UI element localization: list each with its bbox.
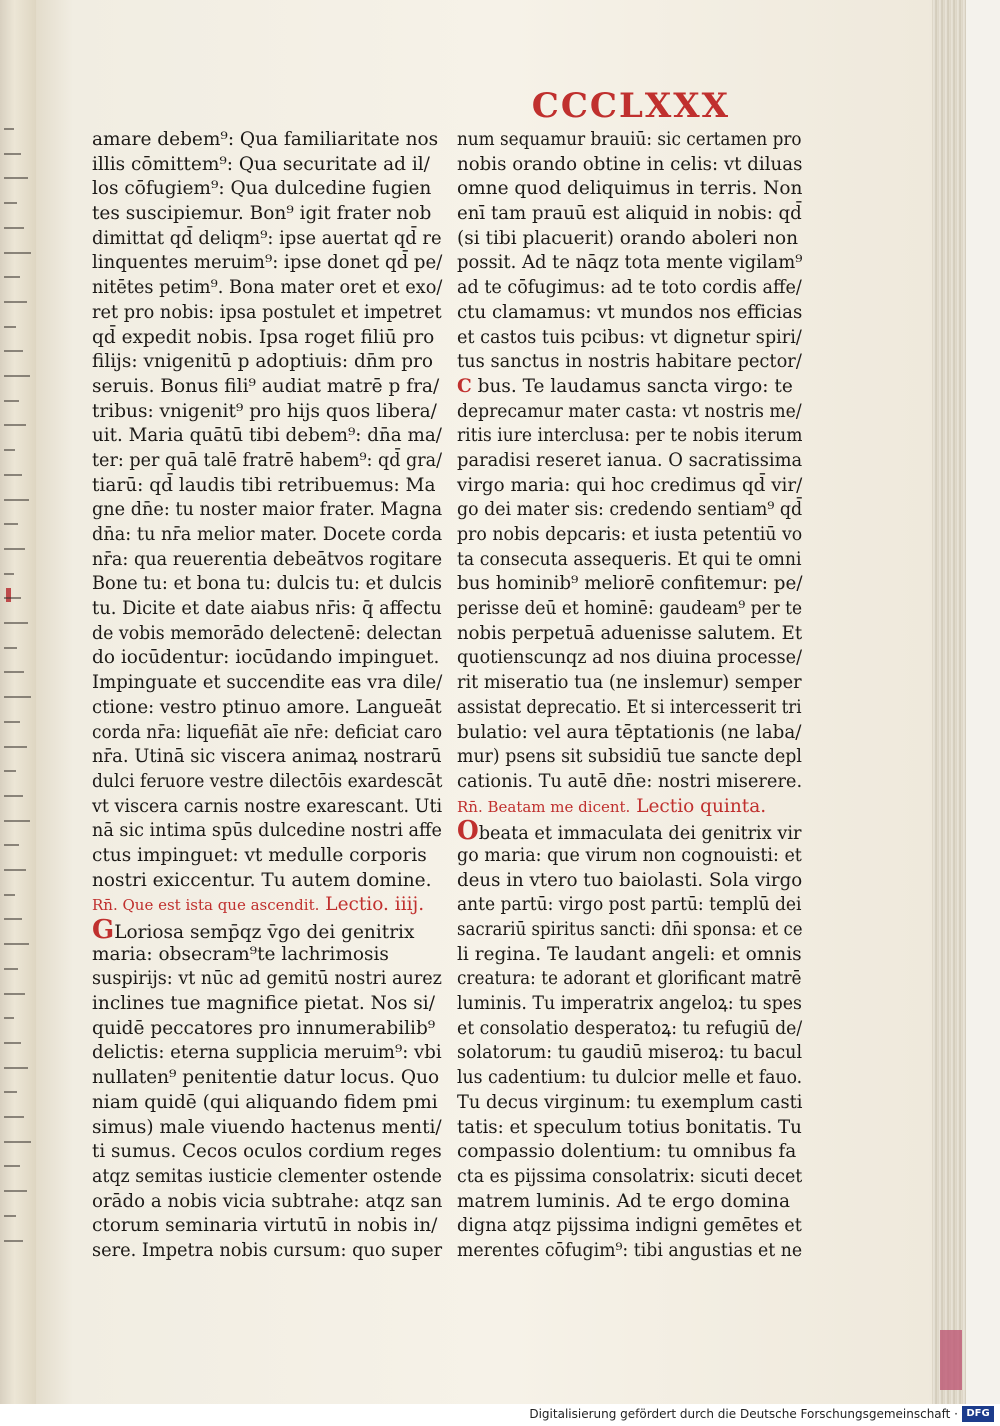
left-text-column bbox=[92, 128, 442, 1264]
text-line bbox=[457, 301, 803, 326]
adjacent-page-text-fragment bbox=[4, 449, 15, 451]
text-content: ter: per quā talē fratrē habem⁹: qd̄ gra/ bbox=[92, 449, 443, 471]
adjacent-page-text-fragment bbox=[4, 499, 29, 501]
text-line bbox=[92, 671, 443, 696]
text-content: pro nobis depcaris: et iusta petentiū vo bbox=[457, 524, 803, 545]
text-content: ta consecuta assequeris. Et qui te omni bbox=[457, 548, 802, 570]
text-content: ctorum seminaria virtutū in nobis in/ bbox=[92, 1215, 438, 1237]
text-line bbox=[457, 721, 802, 746]
text-content: li regina. Te laudant angeli: et omnis bbox=[457, 943, 802, 965]
text-line bbox=[92, 1214, 442, 1239]
text-content: nā sic intima spūs dulcedine nostri affe bbox=[92, 820, 442, 842]
text-line bbox=[457, 622, 803, 647]
adjacent-page-text-fragment bbox=[4, 918, 22, 920]
text-line bbox=[457, 1091, 803, 1116]
text-content: cationis. Tu autē dn̄e: nostri miserere. bbox=[457, 770, 803, 792]
adjacent-page-text-fragment bbox=[4, 252, 31, 254]
text-content: linquentes meruim⁹: ipse donet qd̄ pe/ bbox=[92, 252, 443, 274]
text-content: paradisi reseret ianua. O sacratissima bbox=[457, 449, 803, 471]
dfg-logo: DFG bbox=[962, 1406, 994, 1422]
adjacent-page-text-fragment bbox=[4, 276, 20, 278]
text-content: dulci feruore vestre dilectōis exardescāt bbox=[92, 770, 443, 792]
text-line bbox=[457, 375, 802, 400]
adjacent-page-text-fragment bbox=[4, 746, 27, 748]
text-line bbox=[457, 696, 802, 721]
text-line bbox=[457, 227, 802, 252]
text-content: uit. Maria quātū tibi debem⁹: dn̄a ma/ bbox=[92, 425, 442, 447]
text-line bbox=[457, 816, 802, 847]
text-content: et castos tuis pcibus: vt dignetur spiri/ bbox=[457, 326, 802, 348]
text-content: Loriosa semp̄qz v̄go dei genitrix bbox=[114, 922, 415, 943]
adjacent-page-text-fragment bbox=[4, 375, 30, 377]
text-content: nr̄a: qua reuerentia debeātvos rogitare bbox=[92, 548, 443, 570]
text-line bbox=[457, 128, 802, 153]
text-content: dn̄a: tu nr̄a melior mater. Docete corda bbox=[92, 524, 443, 545]
text-content: nullaten⁹ penitentie datur locus. Quo bbox=[92, 1067, 440, 1089]
text-line bbox=[92, 915, 442, 945]
text-content: tatis: et speculum totius bonitatis. Tu bbox=[457, 1116, 802, 1138]
text-line bbox=[92, 622, 442, 647]
text-line bbox=[457, 400, 802, 425]
text-line bbox=[92, 992, 442, 1017]
adjacent-page-text-fragment bbox=[4, 968, 18, 970]
text-content: ctione: vestro ptinuo amore. Langueāt bbox=[92, 696, 442, 718]
initial-letter: G bbox=[92, 915, 115, 945]
adjacent-page-text-fragment bbox=[4, 128, 14, 130]
adjacent-page-text-fragment bbox=[4, 622, 28, 624]
digitization-footer bbox=[0, 1404, 1000, 1426]
text-line bbox=[457, 276, 802, 301]
text-content: niam quidē (qui aliquando fidem pmi bbox=[92, 1091, 438, 1113]
text-content: nobis perpetuā aduenisse salutem. Et bbox=[457, 622, 803, 644]
text-content: dimittat qd̄ deliqm⁹: ipse auertat qd̄ re bbox=[92, 227, 442, 249]
text-line bbox=[457, 1214, 802, 1239]
text-line bbox=[457, 251, 803, 276]
text-content: seruis. Bonus fili⁹ audiat matrē p fra/ bbox=[92, 375, 440, 397]
right-text-column bbox=[457, 128, 802, 1264]
text-line bbox=[457, 523, 803, 548]
text-line bbox=[92, 943, 442, 968]
text-content: et consolatio desperatoꝝ: tu refugiū de/ bbox=[457, 1017, 803, 1039]
text-content: assistat deprecatio. Et si intercesserit tri bbox=[457, 696, 802, 718]
text-line bbox=[92, 1190, 443, 1215]
adjacent-page-edge bbox=[0, 0, 36, 1426]
text-line bbox=[92, 548, 443, 573]
text-content: nr̄a. Utinā sic viscera animaꝝ nostrarū bbox=[92, 746, 442, 768]
text-content: num sequamur brauiū: sic certamen pro bbox=[457, 129, 802, 150]
text-content: atqz semitas iusticie clementer ostende bbox=[92, 1165, 442, 1187]
text-line bbox=[457, 893, 802, 918]
footer-credit: Digitalisierung gefördert durch die Deutsche Forschungsgemeinschaft · bbox=[529, 1407, 958, 1421]
adjacent-page-text-fragment bbox=[4, 1215, 16, 1217]
text-line bbox=[92, 795, 443, 820]
adjacent-page-text-fragment bbox=[4, 1116, 24, 1118]
text-content: sacrariū spiritus sancti: dn̄i sponsa: et ce bbox=[457, 919, 803, 940]
text-content: maria: obsecram⁹te lachrimosis bbox=[92, 943, 389, 965]
text-content: enī tam prauū est aliquid in nobis: qd̄ bbox=[457, 203, 802, 225]
text-line bbox=[457, 1239, 803, 1264]
text-line bbox=[92, 844, 442, 869]
text-line bbox=[457, 992, 802, 1017]
text-line bbox=[457, 1190, 802, 1215]
text-line bbox=[92, 1091, 442, 1116]
initial-letter: O bbox=[457, 816, 479, 847]
text-line bbox=[92, 696, 442, 721]
adjacent-page-text-fragment bbox=[4, 400, 19, 402]
text-content: deprecamur mater casta: vt nostris me/ bbox=[457, 400, 802, 422]
adjacent-page-text-fragment bbox=[4, 1042, 21, 1044]
text-line bbox=[92, 375, 442, 400]
adjacent-page-text-fragment bbox=[4, 770, 16, 772]
adjacent-page-text-fragment bbox=[4, 721, 20, 723]
text-line bbox=[457, 918, 803, 943]
text-line bbox=[92, 177, 442, 202]
text-content: tribus: vnigenit⁹ pro hijs quos libera/ bbox=[92, 400, 437, 422]
text-content: solatorum: tu gaudiū miseroꝝ: tu bacul bbox=[457, 1042, 803, 1064]
text-content: gne dn̄e: tu noster maior frater. Magna bbox=[92, 499, 443, 521]
text-content: creatura: te adorant et glorificant matrē bbox=[457, 968, 802, 990]
text-content: ritis iure interclusa: per te nobis iterum bbox=[457, 425, 803, 447]
text-content: possit. Ad te nāqz tota mente vigilam⁹ bbox=[457, 252, 803, 274]
lectio-heading: Lectio. iiij. bbox=[325, 894, 425, 916]
text-line bbox=[92, 869, 442, 894]
adjacent-page-text-fragment bbox=[4, 523, 18, 525]
text-line bbox=[457, 597, 803, 622]
text-line bbox=[457, 572, 803, 597]
adjacent-page-text-fragment bbox=[4, 326, 16, 328]
text-line bbox=[92, 326, 442, 351]
text-content: amare debem⁹: Qua familiaritate nos bbox=[92, 129, 439, 150]
adjacent-page-text-fragment bbox=[4, 350, 23, 352]
text-line bbox=[457, 177, 802, 202]
text-line bbox=[92, 424, 442, 449]
text-content: Tu decus virginum: tu exemplum casti bbox=[457, 1091, 803, 1113]
text-line bbox=[92, 1165, 442, 1190]
adjacent-page-text-fragment bbox=[4, 1091, 17, 1093]
text-line bbox=[457, 967, 802, 992]
text-line bbox=[92, 350, 442, 375]
text-content: compassio dolentium: tu omnibus fa bbox=[457, 1141, 797, 1163]
text-line bbox=[457, 449, 803, 474]
adjacent-page-text-fragment bbox=[4, 573, 14, 575]
text-line bbox=[457, 498, 803, 523]
text-line bbox=[92, 449, 443, 474]
text-content: Impinguate et succendite eas vra dile/ bbox=[92, 672, 443, 694]
adjacent-page-text-fragment bbox=[4, 943, 29, 945]
text-content: cta es pijssima consolatrix: sicuti decet bbox=[457, 1165, 803, 1187]
text-line bbox=[92, 153, 442, 178]
adjacent-page-text-fragment bbox=[4, 474, 22, 476]
text-content: tus sanctus in nostris habitare pector/ bbox=[457, 351, 802, 373]
text-content: tes suscipiemur. Bon⁹ igit frater nob bbox=[92, 203, 432, 225]
text-line bbox=[92, 1116, 442, 1141]
adjacent-page-text-fragment bbox=[4, 597, 21, 599]
text-line bbox=[457, 326, 802, 351]
text-content: ctu clamamus: vt mundos nos efficias bbox=[457, 301, 803, 323]
text-line bbox=[457, 202, 802, 227]
text-content: ctus impinguet: vt medulle corporis bbox=[92, 844, 427, 866]
paragraph-mark: C bbox=[457, 375, 472, 397]
adjacent-page-text-fragment bbox=[4, 1190, 27, 1192]
text-content: tu. Dicite et date aiabus nr̄is: q̄ affectu bbox=[92, 598, 442, 620]
adjacent-page-text-fragment bbox=[4, 1141, 31, 1143]
text-line bbox=[457, 869, 803, 894]
text-line bbox=[92, 721, 443, 746]
text-line bbox=[92, 400, 442, 425]
text-content: go maria: que virum non cognouisti: et bbox=[457, 844, 802, 866]
text-content: (si tibi placuerit) orando aboleri non bbox=[457, 227, 799, 249]
text-content: luminis. Tu imperatrix angeloꝝ: tu spes bbox=[457, 993, 802, 1015]
text-line bbox=[92, 745, 442, 770]
text-line bbox=[92, 251, 443, 276]
adjacent-page-text-fragment bbox=[4, 301, 27, 303]
text-line bbox=[457, 424, 803, 449]
text-line bbox=[92, 1017, 442, 1042]
text-content: sere. Impetra nobis cursum: quo super bbox=[92, 1239, 443, 1261]
text-line bbox=[457, 474, 803, 499]
text-content: rit miseratio tua (ne inslemur) semper bbox=[457, 672, 802, 694]
adjacent-page-text-fragment bbox=[4, 647, 17, 649]
text-content: omne quod deliquimus in terris. Non bbox=[457, 178, 803, 200]
responsory-rubric: Rn̄. Que est ista que ascendit. bbox=[92, 896, 320, 915]
text-line bbox=[92, 597, 442, 622]
text-content: do iocūdentur: iocūdando impinguet. bbox=[92, 647, 440, 669]
adjacent-page-rubric-mark bbox=[6, 588, 11, 602]
text-line bbox=[457, 844, 802, 869]
text-line bbox=[92, 301, 442, 326]
text-content: delictis: eterna supplicia meruim⁹: vbi bbox=[92, 1042, 442, 1064]
adjacent-page-text-fragment bbox=[4, 153, 21, 155]
text-line bbox=[457, 1165, 803, 1190]
adjacent-page-text-fragment bbox=[4, 548, 25, 550]
text-content: beata et immaculata dei genitrix vir bbox=[478, 823, 802, 845]
adjacent-page-text-fragment bbox=[4, 227, 24, 229]
text-content: quidē peccatores pro innumerabilib⁹ bbox=[92, 1017, 436, 1039]
text-content: ad te cōfugimus: ad te toto cordis affe/ bbox=[457, 277, 802, 299]
text-content: virgo maria: qui hoc credimus qd̄ vir/ bbox=[457, 474, 803, 496]
text-line bbox=[457, 153, 803, 178]
text-content: inclines tue magnifice pietat. Nos si/ bbox=[92, 993, 435, 1015]
responsory-rubric: Rn̄. Beatam me dicent. bbox=[457, 797, 631, 816]
text-line bbox=[457, 1017, 803, 1042]
adjacent-page-text-fragment bbox=[4, 1067, 28, 1069]
text-line bbox=[92, 1140, 442, 1165]
text-content: orādo a nobis vicia subtrahe: atqz san bbox=[92, 1190, 443, 1212]
rubric-line bbox=[457, 795, 802, 820]
text-line bbox=[457, 671, 802, 696]
text-line bbox=[457, 1041, 803, 1066]
text-content: filijs: vnigenitū p adoptiuis: dn̄m pro bbox=[92, 351, 434, 373]
text-line bbox=[92, 770, 443, 795]
adjacent-page-text-fragment bbox=[4, 424, 26, 426]
text-line bbox=[457, 548, 802, 573]
text-line bbox=[457, 646, 803, 671]
text-content: matrem luminis. Ad te ergo domina bbox=[457, 1190, 790, 1212]
text-line bbox=[92, 474, 442, 499]
text-line bbox=[92, 128, 442, 153]
folio-number: CCCLXXX bbox=[531, 86, 730, 126]
text-line bbox=[92, 819, 442, 844]
lectio-heading: Lectio quinta. bbox=[636, 795, 767, 817]
text-line bbox=[457, 770, 803, 795]
fore-edge-red-tint bbox=[940, 1330, 962, 1390]
fore-edge bbox=[932, 0, 966, 1426]
adjacent-page-text-fragment bbox=[4, 795, 23, 797]
text-content: nostri exiccentur. Tu autem domine. bbox=[92, 869, 432, 891]
rubric-line bbox=[92, 893, 442, 918]
text-line bbox=[92, 1239, 443, 1264]
text-content: ante partū: virgo post partū: templū dei bbox=[457, 894, 802, 916]
adjacent-page-text-fragment bbox=[4, 1240, 23, 1242]
text-line bbox=[92, 227, 442, 252]
text-content: los cōfugiem⁹: Qua dulcedine fugien bbox=[92, 178, 432, 200]
text-content: de vobis memorādo delectenē: delectan bbox=[92, 622, 442, 644]
text-content: digna atqz pijssima indigni gemētes et bbox=[457, 1215, 802, 1237]
text-content: tiarū: qd̄ laudis tibi retribuemus: Ma bbox=[92, 474, 436, 496]
text-line bbox=[92, 498, 443, 523]
text-line bbox=[457, 350, 802, 375]
text-content: perisse deū et hominē: gaudeam⁹ per te bbox=[457, 598, 803, 620]
adjacent-page-text-fragment bbox=[4, 696, 31, 698]
text-content: nitētes petim⁹. Bona mater oret et exo/ bbox=[92, 277, 443, 299]
text-content: illis cōmittem⁹: Qua securitate ad il/ bbox=[92, 153, 430, 175]
text-line bbox=[92, 646, 442, 671]
adjacent-page-text-fragment bbox=[4, 993, 25, 995]
text-line bbox=[457, 745, 802, 770]
adjacent-page-text-fragment bbox=[4, 869, 26, 871]
adjacent-page-text-fragment bbox=[4, 844, 19, 846]
text-content: ti sumus. Cecos oculos cordium reges bbox=[92, 1141, 442, 1163]
text-content: nobis orando obtine in celis: vt diluas bbox=[457, 153, 803, 175]
text-content: qd̄ expedit nobis. Ipsa roget filiū pro bbox=[92, 326, 435, 348]
adjacent-page-text-fragment bbox=[4, 202, 17, 204]
text-content: Bone tu: et bona tu: dulcis tu: et dulcis bbox=[92, 573, 443, 595]
text-line bbox=[457, 1116, 802, 1141]
adjacent-page-text-fragment bbox=[4, 671, 24, 673]
text-line bbox=[457, 943, 802, 968]
text-content: go dei mater sis: credendo sentiam⁹ qd̄ bbox=[457, 499, 803, 521]
text-line bbox=[92, 276, 443, 301]
text-content: quotienscunqz ad nos diuina processe/ bbox=[457, 647, 803, 669]
text-content: mur) psens sit subsidiū tue sancte depl bbox=[457, 746, 802, 768]
text-content: vt viscera carnis nostre exarescant. Uti bbox=[92, 795, 443, 817]
text-content: bulatio: vel aura tēptationis (ne laba/ bbox=[457, 721, 802, 743]
adjacent-page-text-fragment bbox=[4, 177, 28, 179]
text-line bbox=[92, 1041, 442, 1066]
adjacent-page-text-fragment bbox=[4, 820, 30, 822]
text-content: simus) male viuendo hactenus menti/ bbox=[92, 1116, 442, 1138]
adjacent-page-text-fragment bbox=[4, 1165, 20, 1167]
text-line bbox=[457, 1066, 803, 1091]
adjacent-page-text-fragment bbox=[4, 894, 15, 896]
text-fragment: bus. Te laudamus sancta virgo: te bbox=[477, 375, 793, 397]
text-line bbox=[92, 572, 443, 597]
text-content: lus cadentium: tu dulcior melle et fauo. bbox=[457, 1067, 803, 1089]
text-line bbox=[92, 523, 443, 548]
text-content: deus in vtero tuo baiolasti. Sola virgo bbox=[457, 869, 803, 891]
adjacent-page-text-fragment bbox=[4, 1017, 14, 1019]
text-content: bus hominib⁹ meliorē confitemur: pe/ bbox=[457, 573, 803, 595]
text-content: ret pro nobis: ipsa postulet et impetret bbox=[92, 301, 442, 323]
text-content: suspirijs: vt nūc ad gemitū nostri aurez bbox=[92, 968, 442, 990]
text-line bbox=[457, 1140, 802, 1165]
text-line bbox=[92, 967, 442, 992]
text-line bbox=[92, 1066, 442, 1091]
text-content: corda nr̄a: liquefiāt aīe nr̄e: deficiat caro bbox=[92, 721, 443, 743]
text-content: merentes cōfugim⁹: tibi angustias et ne bbox=[457, 1239, 803, 1261]
text-line bbox=[92, 202, 442, 227]
